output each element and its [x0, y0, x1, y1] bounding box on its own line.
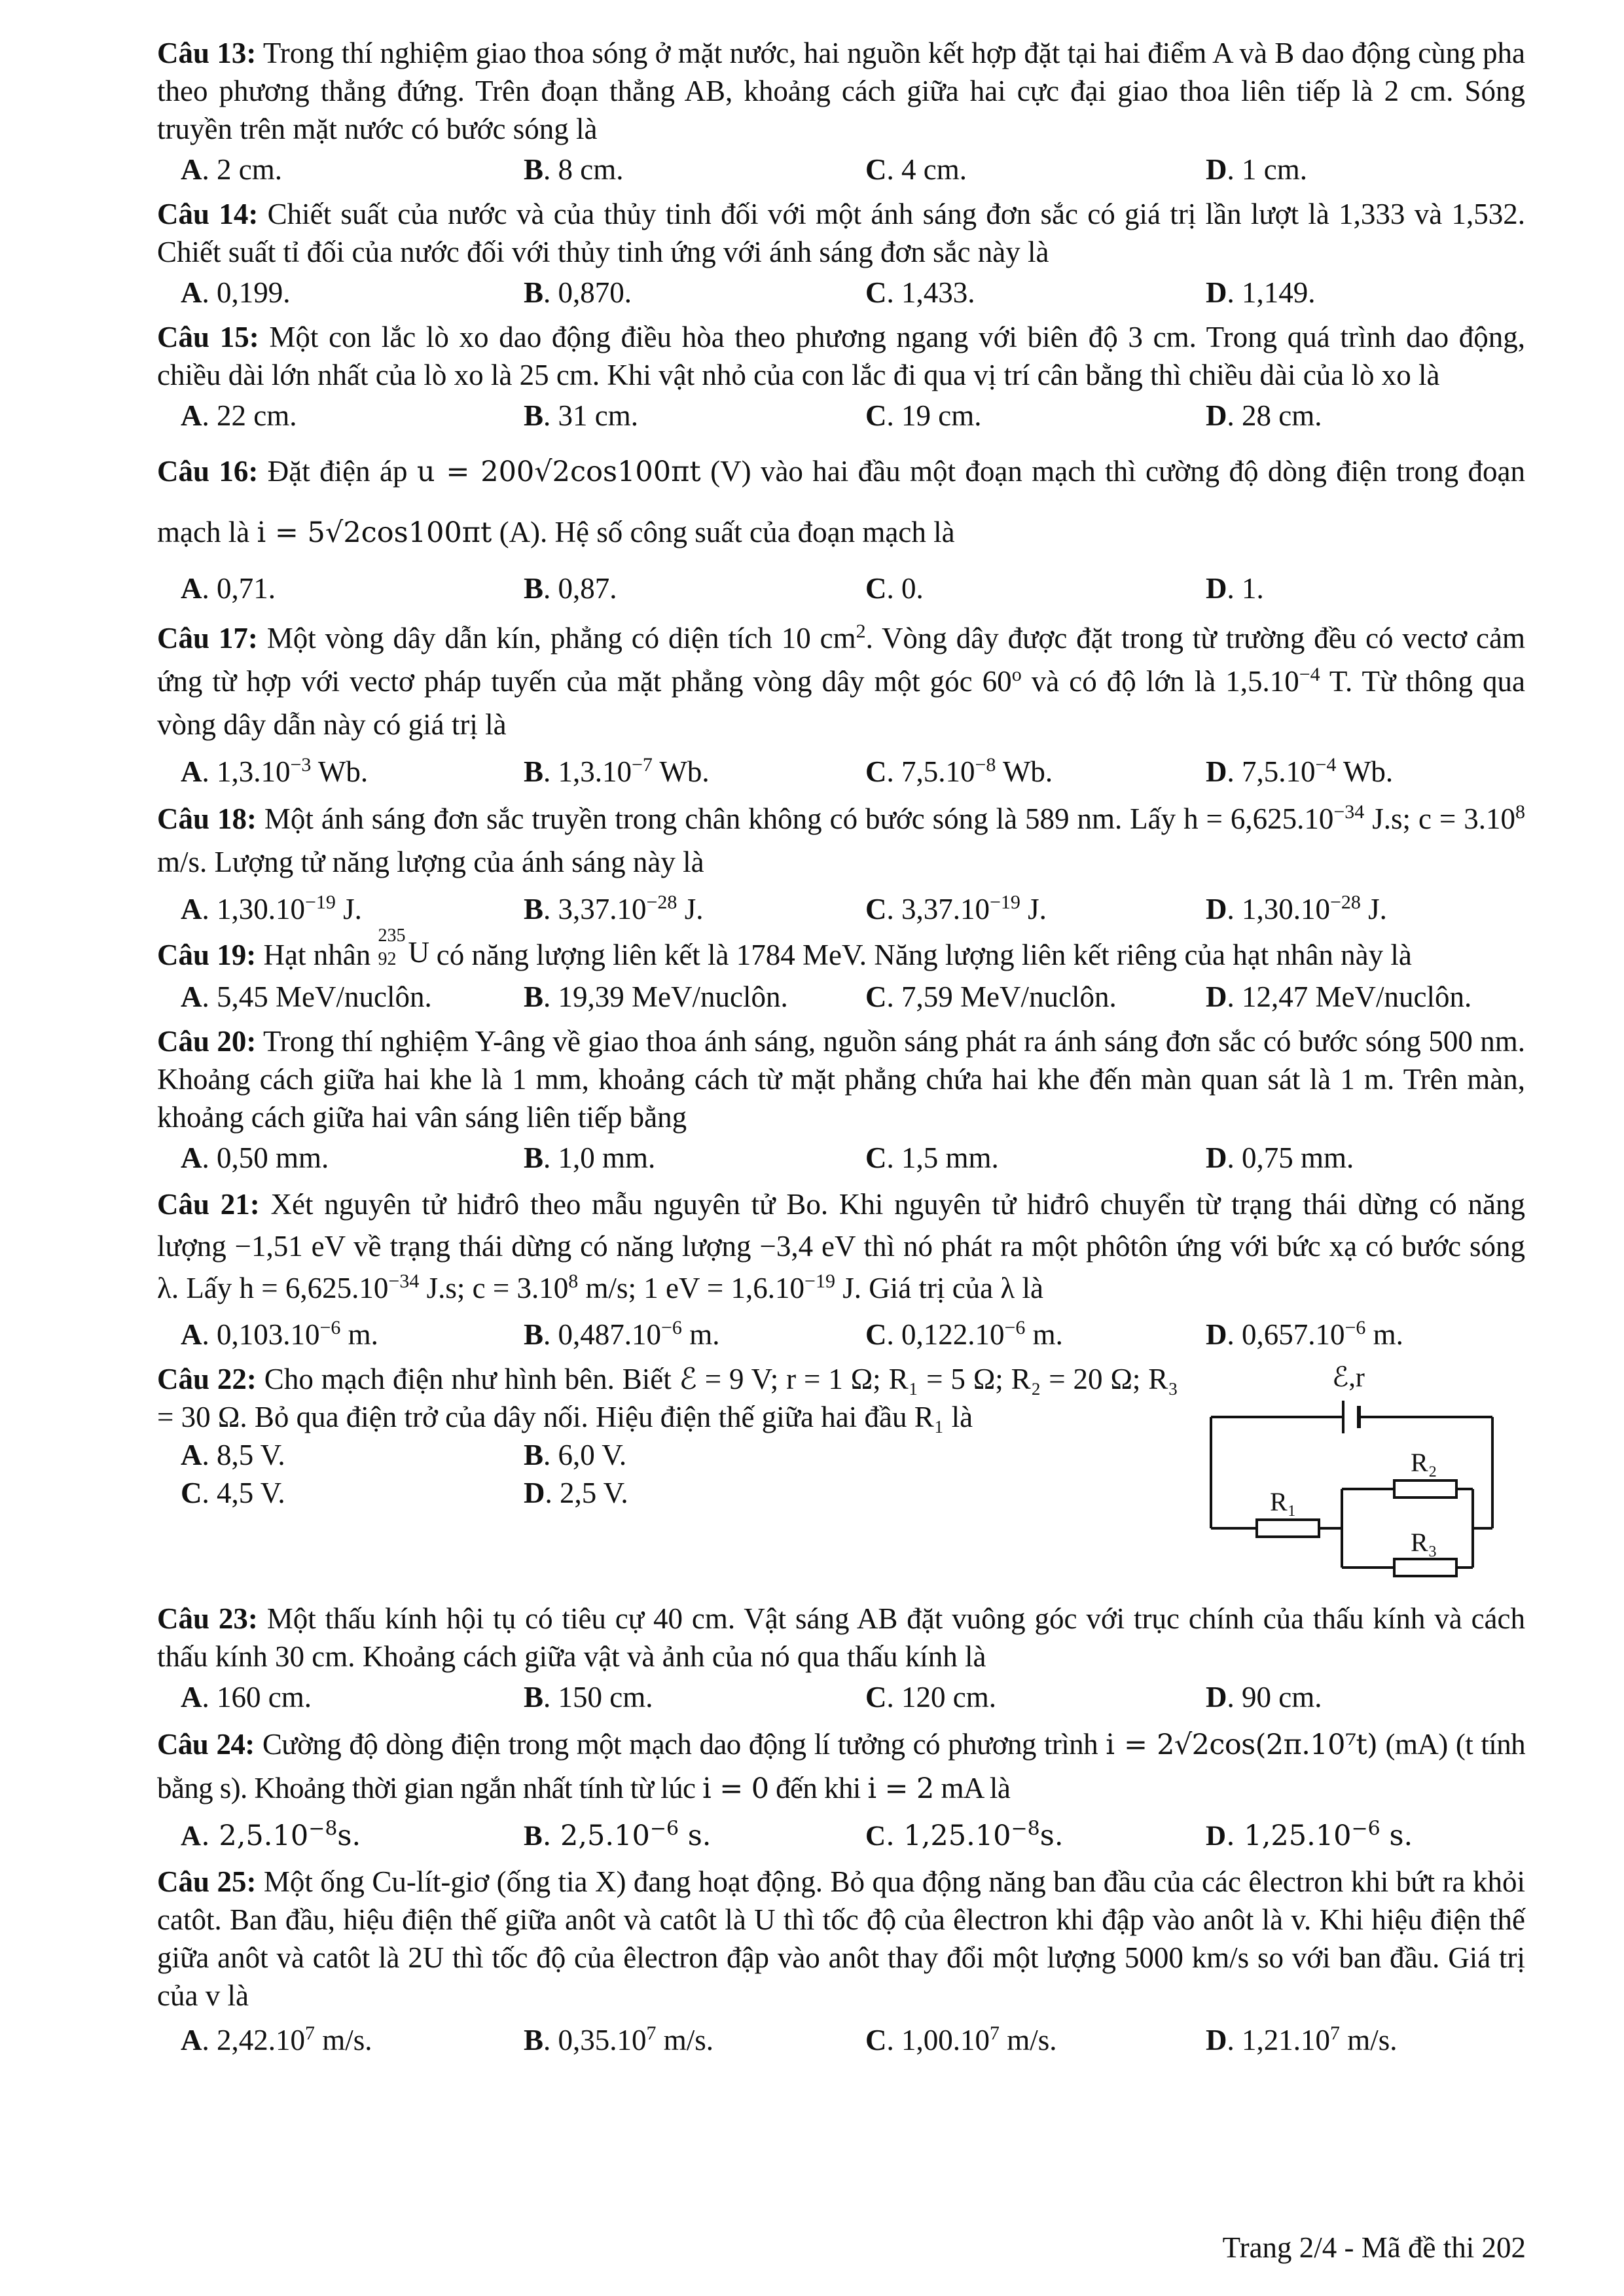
question-stem: Câu 21: Xét nguyên tử hiđrô theo mẫu nguyên tử Bo. Khi nguyên tử hiđrô chuyển từ trạng thái dừng có năng lượng −1,51 eV về trạng thái dừng có năng lượng −3,4 eV thì nó phát ra một phôtôn ứng với bức xạ có bước sóng λ. Lấy $h = 6,625.10^{-34}$ J.s; $c = 3.10^8$ m/s; 1 eV = $1,6.10^{-19}$ J. Giá trị của λ là — [157, 1188, 1525, 1304]
option-c: C. 7,59 MeV/nuclôn. — [865, 980, 1117, 1013]
option-d: D. 1. — [1206, 572, 1264, 605]
question-stem: Câu 15: Một con lắc lò xo dao động điều hòa theo phương ngang với biên độ 3 cm. Trong quá trình dao động, chiều dài lớn nhất của lò xo là 25 cm. Khi vật nhỏ của con lắc đi qua vị trí cân bằng thì chiều dài của lò xo là — [157, 321, 1525, 391]
option-b: B. 0,35.10$^7$ m/s. — [524, 2022, 714, 2056]
option-c: C. 0. — [865, 572, 924, 605]
options-row — [157, 975, 1525, 1018]
option-c: C. $1,25.10^{-8}s$. — [865, 1817, 1064, 1852]
option-b: B. $2,5.10^{-6}$ s. — [524, 1817, 712, 1852]
option-c: C. 4,5 V. — [181, 1477, 285, 1509]
question-17 — [157, 617, 1525, 793]
option-c: C. 120 cm. — [865, 1681, 996, 1713]
option-a: A. 160 cm. — [181, 1681, 312, 1713]
option-a: A. $2,5.10^{-8}s$. — [181, 1817, 361, 1852]
question-stem: Câu 13: Trong thí nghiệm giao thoa sóng ở mặt nước, hai nguồn kết hợp đặt tại hai điểm A và B dao động cùng pha theo phương thẳng đứng. Trên đoạn thẳng AB, khoảng cách giữa hai cực đại giao thoa liên tiếp là 2 cm. Sóng truyền trên mặt nước có bước sóng là — [157, 37, 1525, 145]
option-a: A. 8,5 V. — [181, 1439, 285, 1471]
option-d: D. 12,47 MeV/nuclôn. — [1206, 980, 1472, 1013]
options-row — [157, 1309, 1525, 1356]
option-b: B. 6,0 V. — [524, 1439, 627, 1471]
question-19 — [157, 925, 1525, 1018]
question-14 — [157, 195, 1525, 314]
option-b: B. 1,0 mm. — [524, 1141, 656, 1174]
question-label: Câu 13: — [157, 37, 257, 69]
nuclide-symbol: 235 92 U — [378, 925, 429, 969]
option-b: B. $0,487.10^{-6}$ m. — [524, 1317, 720, 1351]
resistor-r2 — [1394, 1480, 1456, 1498]
question-stem: Câu 25: Một ống Cu-lít-giơ (ống tia X) đang hoạt động. Bỏ qua động năng ban đầu của các êlectron khi bứt ra khỏi catôt. Ban đầu, hiệu điện thế giữa anôt và catôt là U thì tốc độ của êlectron khi đập vào anôt là v. Khi hiệu điện thế giữa anôt và catôt là 2U thì tốc độ của êlectron đập vào anôt thay đổi một lượng 5000 km/s so với ban đầu. Giá trị của v là — [157, 1865, 1525, 2012]
resistor-r3 — [1394, 1559, 1456, 1576]
question-stem: Câu 18: Một ánh sáng đơn sắc truyền trong chân không có bước sóng là 589 nm. Lấy $h = 6,625.10^{-34}$ J.s; $c = 3.10^8$ m/s. Lượng tử năng lượng của ánh sáng này là — [157, 801, 1525, 878]
option-b: B. 19,39 MeV/nuclôn. — [524, 980, 788, 1013]
options-row — [157, 148, 1525, 191]
option-b: B. $1,3.10^{-7}$ Wb. — [524, 754, 710, 788]
r2-label: R₂ — [1411, 1448, 1437, 1477]
option-d: D. 0,75 mm. — [1206, 1141, 1354, 1174]
option-d: D. $1,30.10^{-28}$ J. — [1206, 891, 1387, 925]
question-stem: Câu 20: Trong thí nghiệm Y-âng về giao thoa ánh sáng, nguồn sáng phát ra ánh sáng đơn sắc có bước sóng 500 nm. Khoảng cách giữa hai khe là 1 mm, khoảng cách từ mặt phẳng chứa hai khe đến màn quan sát là 1 m. Trên màn, khoảng cách giữa hai vân sáng liên tiếp bằng — [157, 1025, 1525, 1134]
options-row — [157, 271, 1525, 314]
question-label: Câu 18: — [157, 802, 257, 835]
option-a: A. $0,103.10^{-6}$ m. — [181, 1317, 378, 1351]
question-label: Câu 16: — [157, 455, 259, 488]
option-d: D. 1 cm. — [1206, 153, 1307, 186]
question-stem: Câu 16: Đặt điện áp u = 200√2cos100πt (V) vào hai đầu một đoạn mạch thì cường độ dòng điện trong đoạn mạch là i = 5√2cos100πt (A). Hệ số công suất của đoạn mạch là — [157, 455, 1526, 549]
option-d: D. $1,25.10^{-6}$ s. — [1206, 1817, 1413, 1852]
question-stem: Câu 22: Cho mạch điện như hình bên. Biết ℰ = 9 V; r = 1 Ω; R₁ = 5 Ω; R₂ = 20 Ω; R₃ = 30 Ω. Bỏ qua điện trở của dây nối. Hiệu điện thế giữa hai đầu R₁ là — [157, 1363, 1178, 1433]
question-13 — [157, 34, 1525, 191]
question-15 — [157, 318, 1525, 437]
option-a: A. 22 cm. — [181, 399, 297, 432]
option-c: C. $7,5.10^{-8}$ Wb. — [865, 754, 1053, 788]
options-row — [157, 394, 1525, 437]
question-24 — [157, 1723, 1525, 1859]
question-23 — [157, 1600, 1525, 1719]
options-row — [157, 1810, 1525, 1859]
circuit-diagram — [1191, 1355, 1519, 1590]
current-equation: i = 2√2cos(2π.10⁷t) — [1106, 1729, 1378, 1761]
option-a: A. 5,45 MeV/nuclôn. — [181, 980, 432, 1013]
option-a: A. 2,42.10$^7$ m/s. — [181, 2022, 372, 2056]
question-label: Câu 23: — [157, 1602, 258, 1635]
option-c: C. $0,122.10^{-6}$ m. — [865, 1317, 1063, 1351]
question-stem: Câu 23: Một thấu kính hội tụ có tiêu cự 40 cm. Vật sáng AB đặt vuông góc với trục chính của thấu kính và cách thấu kính 30 cm. Khoảng cách giữa vật và ảnh của nó qua thấu kính là — [157, 1602, 1525, 1673]
question-label: Câu 22: — [157, 1363, 257, 1395]
option-d: D. 2,5 V. — [524, 1477, 628, 1509]
question-21 — [157, 1183, 1525, 1356]
option-a: A. 2 cm. — [181, 153, 282, 186]
option-a: A. 0,199. — [181, 276, 291, 309]
question-stem: Câu 19: Hạt nhân 235 92 U có năng lượng liên kết là 1784 MeV. Năng lượng liên kết riêng của hạt nhân này là — [157, 925, 1412, 971]
question-stem: Câu 17: Một vòng dây dẫn kín, phẳng có diện tích 10 $cm^2$. Vòng dây được đặt trong từ trường đều có vectơ cảm ứng từ hợp với vectơ pháp tuyến của mặt phẳng vòng dây một góc 60$^o$ và có độ lớn là $1,5.10^{-4}$ T. Từ thông qua vòng dây dẫn này có giá trị là — [157, 620, 1525, 741]
option-d: D. 28 cm. — [1206, 399, 1322, 432]
options-row — [157, 746, 1525, 793]
question-label: Câu 15: — [157, 321, 259, 353]
option-d: D. 1,149. — [1206, 276, 1316, 309]
options-row — [157, 2015, 1525, 2062]
option-c: C. 1,00.10$^7$ m/s. — [865, 2022, 1057, 2056]
options-row — [157, 1676, 1525, 1719]
question-16 — [157, 441, 1525, 613]
source-label: ℰ,r — [1332, 1363, 1365, 1393]
option-a: A. $1,30.10^{-19}$ J. — [181, 891, 362, 925]
option-d: D. $7,5.10^{-4}$ Wb. — [1206, 754, 1394, 788]
option-d: D. 1,21.10$^7$ m/s. — [1206, 2022, 1398, 2056]
r3-label: R₃ — [1411, 1528, 1437, 1557]
question-label: Câu 24: — [157, 1728, 255, 1761]
current-formula: i = 5√2cos100πt — [257, 516, 492, 549]
option-b: B. 150 cm. — [524, 1681, 653, 1713]
page-footer: Trang 2/4 - Mã đề thi 202 — [1222, 2231, 1526, 2264]
option-c: C. 4 cm. — [865, 153, 967, 186]
option-c: C. 1,433. — [865, 276, 975, 309]
question-20 — [157, 1022, 1525, 1179]
option-c: C. $3,37.10^{-19}$ J. — [865, 891, 1047, 925]
options-row — [157, 1136, 1525, 1179]
question-label: Câu 25: — [157, 1865, 257, 1898]
voltage-formula: u = 200√2cos100πt — [416, 456, 701, 488]
question-22 — [157, 1360, 1525, 1596]
option-d: D. 90 cm. — [1206, 1681, 1322, 1713]
option-b: B. 8 cm. — [524, 153, 624, 186]
options-row — [157, 563, 1525, 613]
question-label: Câu 17: — [157, 622, 258, 655]
resistor-r1 — [1257, 1520, 1319, 1537]
option-a: A. 0,50 mm. — [181, 1141, 329, 1174]
option-b: B. 0,87. — [524, 572, 617, 605]
option-b: B. 31 cm. — [524, 399, 638, 432]
option-d: D. $0,657.10^{-6}$ m. — [1206, 1317, 1403, 1351]
option-a: A. $1,3.10^{-3}$ Wb. — [181, 754, 369, 788]
question-label: Câu 19: — [157, 939, 257, 971]
option-b: B. 0,870. — [524, 276, 632, 309]
question-label: Câu 20: — [157, 1025, 257, 1058]
options-row — [157, 884, 1525, 931]
exam-page — [157, 34, 1525, 2066]
question-25 — [157, 1863, 1525, 2062]
question-stem: Câu 14: Chiết suất của nước và của thủy tinh đối với một ánh sáng đơn sắc có giá trị lần lượt là 1,333 và 1,532. Chiết suất tỉ đối của nước đối với thủy tinh ứng với ánh sáng đơn sắc này là — [157, 198, 1525, 268]
option-b: B. $3,37.10^{-28}$ J. — [524, 891, 704, 925]
question-stem: Câu 24: Cường độ dòng điện trong một mạch dao động lí tưởng có phương trình i = 2√2cos(2π.10⁷t) (mA) (t tính bằng s). Khoảng thời gian ngắn nhất tính từ lúc i = 0 đến khi i = 2 mA là — [157, 1728, 1525, 1805]
option-c: C. 19 cm. — [865, 399, 982, 432]
option-a: A. 0,71. — [181, 572, 276, 605]
question-label: Câu 21: — [157, 1188, 260, 1221]
option-c: C. 1,5 mm. — [865, 1141, 999, 1174]
question-18 — [157, 797, 1525, 931]
question-label: Câu 14: — [157, 198, 259, 230]
r1-label: R₁ — [1270, 1487, 1297, 1516]
